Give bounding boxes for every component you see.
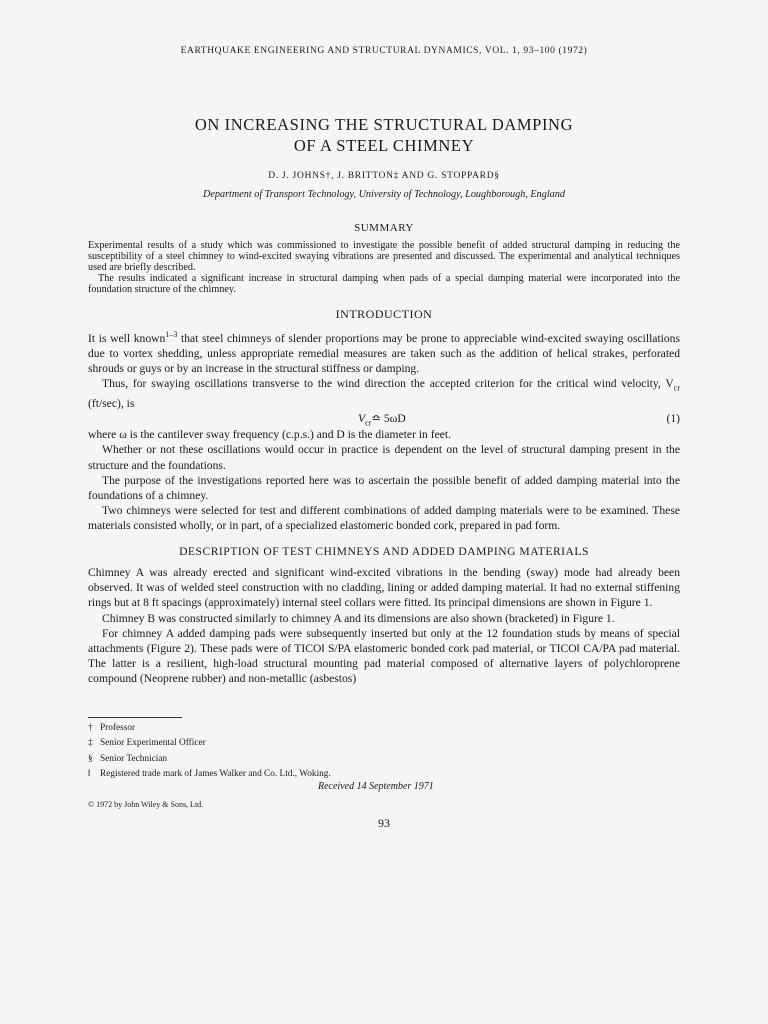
intro-paragraph-4: Whether or not these oscillations would occur in practice is dependent on the level of structural damping present in the structure and the foundations.: [88, 443, 680, 472]
footnote-1: [88, 721, 588, 736]
description-body: [88, 565, 680, 687]
footnote-text: Registered trade mark of James Walker and Co. Ltd., Woking.: [100, 768, 331, 779]
footnote-mark: †: [88, 723, 93, 733]
footnote-4: [88, 767, 588, 782]
summary-heading: SUMMARY: [354, 222, 414, 234]
citation-superscript: 1–3: [165, 330, 178, 339]
summary-body: [88, 240, 680, 295]
desc-paragraph-1: Chimney A was already erected and significant wind-excited vibrations in the bending (sway) mode had already been observed. It was of welded steel construction with no cladding, lining or added damping material. It had no external stiffening rings but at 8 ft spacings (approximately) internal steel collars were fitted. Its principal dimensions are shown in Figure 1.: [88, 566, 680, 610]
equation-rhs: ≏ 5ωD: [371, 412, 406, 426]
footnote-text: Senior Technician: [100, 753, 168, 764]
journal-header: EARTHQUAKE ENGINEERING AND STRUCTURAL DYNAMICS, VOL. 1, 93–100 (1972): [180, 46, 588, 56]
summary-paragraph-1: Experimental results of a study which was commissioned to investigate the possible benefit of added structural damping in reducing the susceptibility of a steel chimney to wind-excited swaying vibrations are presented and discussed. The experimental and analytical techniques used are briefly described.: [88, 240, 680, 273]
intro-paragraph-1: [88, 327, 680, 376]
introduction-heading: INTRODUCTION: [335, 307, 433, 321]
footnote-rule: [88, 717, 182, 718]
footnote-mark: §: [88, 753, 93, 764]
intro-p1-rest: that steel chimneys of slender proportions may be prone to appreciable wind-excited swaying oscillations due to vortex shedding, unless appropriate remedial measures are taken such as the addition of helical strakes, perforated shrouds or guys or by an increase in the structural stiffness or damping.: [88, 331, 680, 376]
intro-paragraph-3: where ω is the cantilever sway frequency (c.p.s.) and D is the diameter in feet.: [88, 428, 452, 442]
page-number: 93: [378, 816, 390, 830]
title-line-1: ON INCREASING THE STRUCTURAL DAMPING: [194, 115, 574, 134]
authors: D. J. JOHNS†, J. BRITTON‡ AND G. STOPPARD§: [268, 171, 500, 181]
summary-paragraph-2: The results indicated a significant increase in structural damping when pads of a special damping material were incorporated into the foundation structure of the chimney.: [88, 273, 680, 295]
intro-p2-subscript: cr: [673, 383, 680, 393]
introduction-body: [88, 327, 680, 534]
intro-p1-start: It is well known: [88, 331, 166, 345]
footnote-mark: ‖: [88, 768, 91, 779]
description-heading: DESCRIPTION OF TEST CHIMNEYS AND ADDED DAMPING MATERIALS: [179, 545, 589, 558]
desc-paragraph-3: For chimney A added damping pads were subsequently inserted but only at the 12 foundation studs by means of special attachments (Figure 2). These pads were of TICO‖ S/PA elastomeric bonded cork pad material, or TICO‖ CA/PA pad material. The latter is a resilient, high-load structural mounting pad material composed of alternative layers of polychloroprene compound (Neoprene rubber) and non-metallic (asbestos): [88, 626, 680, 686]
paper-title: [0, 114, 768, 156]
equation-subscript: cr: [365, 418, 372, 428]
affiliation: Department of Transport Technology, University of Technology, Loughborough, England: [203, 189, 565, 200]
footnote-3: [88, 752, 588, 767]
intro-paragraph-2: [88, 376, 680, 411]
intro-p2-text: Thus, for swaying oscillations transverse to the wind direction the accepted criterion for the critical wind velocity, V: [102, 377, 674, 391]
equation-number: (1): [666, 412, 680, 426]
intro-paragraph-5: The purpose of the investigations reported here was to ascertain the possible benefit of added damping material into the foundations of a chimney.: [88, 473, 680, 502]
equation-1: [88, 411, 680, 427]
footnotes: [88, 721, 588, 782]
footnote-mark: ‡: [88, 738, 93, 749]
equation-lhs: V: [358, 412, 366, 426]
received-date: Received 14 September 1971: [318, 781, 434, 792]
intro-paragraph-6: Two chimneys were selected for test and different combinations of added damping materials were to be examined. These materials consisted wholly, or in part, of a specialized elastomeric bonded cork, prepared in pad form.: [88, 504, 680, 533]
equation-formula: [358, 411, 406, 431]
intro-p2-end: (ft/sec), is: [88, 396, 135, 410]
footnote-text: Professor: [100, 723, 136, 733]
desc-paragraph-2: Chimney B was constructed similarly to chimney A and its dimensions are also shown (bracketed) in Figure 1.: [102, 611, 615, 625]
title-line-2: OF A STEEL CHIMNEY: [293, 136, 475, 155]
footnote-2: [88, 736, 588, 751]
copyright-notice: © 1972 by John Wiley & Sons, Ltd.: [88, 800, 204, 809]
footnote-text: Senior Experimental Officer: [100, 738, 206, 749]
